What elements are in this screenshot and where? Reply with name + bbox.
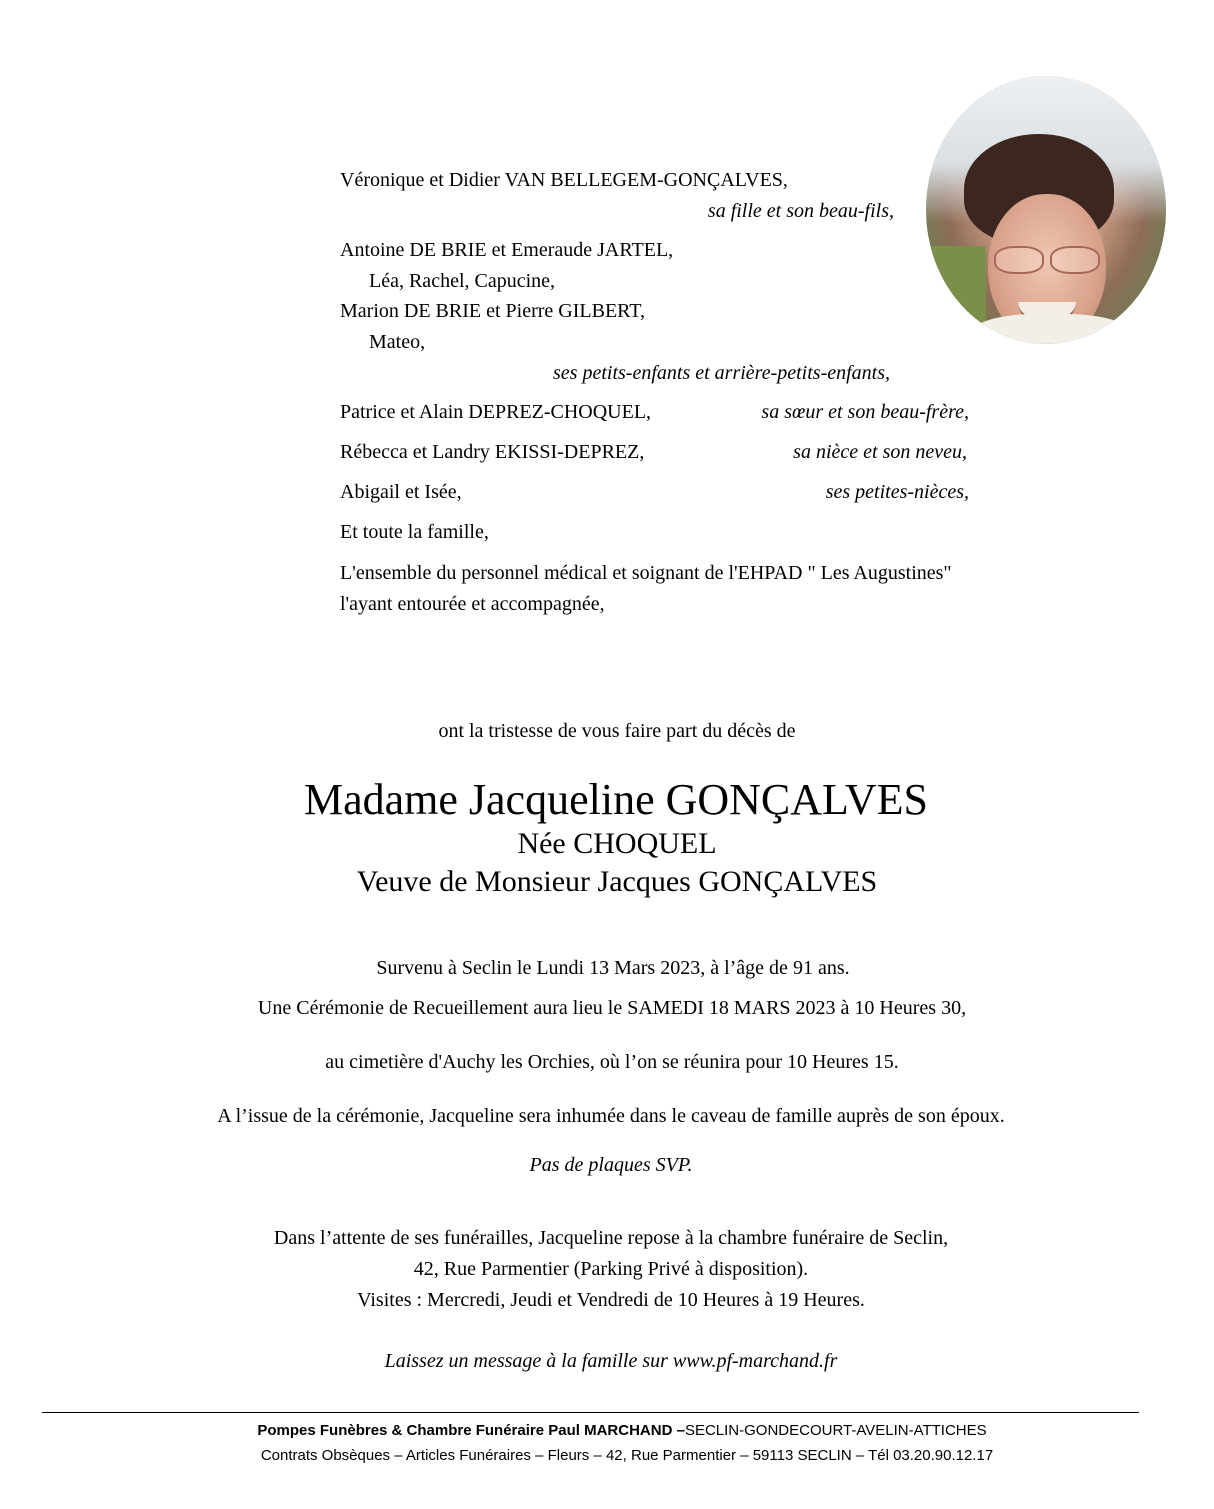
family-line-5: Mateo,: [369, 331, 426, 353]
family-line-11: l'ayant entourée et accompagnée,: [340, 593, 605, 615]
footer-line-1: [0, 1421, 1214, 1441]
footer-towns: SECLIN-GONDECOURT-AVELIN-ATTICHES: [684, 1422, 987, 1439]
family-line-4: Marion DE BRIE et Pierre GILBERT,: [340, 300, 646, 322]
detail-ceremony: Une Cérémonie de Recueillement aura lieu le SAMEDI 18 MARS 2023 à 10 Heures 30,: [257, 997, 967, 1019]
family-line-3: Léa, Rachel, Capucine,: [369, 270, 556, 292]
footer-company: Pompes Funèbres & Chambre Funéraire Paul MARCHAND –: [257, 1422, 685, 1439]
detail-visits: Visites : Mercredi, Jeudi et Vendredi de 10 Heures à 19 Heures.: [357, 1289, 865, 1311]
family-line-9: Et toute la famille,: [340, 521, 489, 543]
widow-of: Veuve de Monsieur Jacques GONÇALVES: [356, 865, 878, 898]
detail-cemetery: au cimetière d'Auchy les Orchies, où l’on se réunira pour 10 Heures 15.: [325, 1051, 899, 1073]
family-relation-3: sa sœur et son beau-frère,: [761, 401, 969, 423]
family-relation-5: ses petites-nièces,: [825, 481, 969, 503]
family-line-10: L'ensemble du personnel médical et soignant de l'EHPAD " Les Augustines": [340, 562, 952, 584]
family-relation-2: ses petits-enfants et arrière-petits-enfants,: [553, 362, 890, 384]
detail-address: 42, Rue Parmentier (Parking Privé à disposition).: [413, 1258, 809, 1280]
family-line-2: Antoine DE BRIE et Emeraude JARTEL,: [340, 239, 674, 261]
footer-line-2: Contrats Obsèques – Articles Funéraires – Fleurs – 42, Rue Parmentier – 59113 SECLIN – Tél 03.20.90.12.17: [260, 1447, 994, 1464]
announcement-text: ont la tristesse de vous faire part du décès de: [438, 720, 796, 742]
family-relation-1: sa fille et son beau-fils,: [707, 200, 894, 222]
family-line-8: Abigail et Isée,: [340, 481, 462, 503]
family-relation-4: sa nièce et son neveu,: [793, 441, 967, 463]
detail-burial: A l’issue de la cérémonie, Jacqueline sera inhumée dans le caveau de famille auprès de son époux.: [217, 1105, 1005, 1127]
detail-no-plaques: Pas de plaques SVP.: [529, 1154, 693, 1176]
family-line-6: Patrice et Alain DEPREZ-CHOQUEL,: [340, 401, 652, 423]
family-line-7: Rébecca et Landry EKISSI-DEPREZ,: [340, 441, 645, 463]
detail-message-link: Laissez un message à la famille sur www.pf-marchand.fr: [384, 1350, 838, 1372]
detail-rest-place: Dans l’attente de ses funérailles, Jacqueline repose à la chambre funéraire de Seclin,: [273, 1227, 949, 1249]
deceased-name: Madame Jacqueline GONÇALVES: [303, 775, 929, 824]
maiden-name: Née CHOQUEL: [517, 827, 717, 860]
family-line-1: Véronique et Didier VAN BELLEGEM-GONÇALVES,: [340, 169, 788, 191]
portrait-photo: [926, 76, 1166, 344]
footer-divider: [42, 1412, 1139, 1413]
detail-death-info: Survenu à Seclin le Lundi 13 Mars 2023, à l’âge de 91 ans.: [376, 957, 850, 979]
